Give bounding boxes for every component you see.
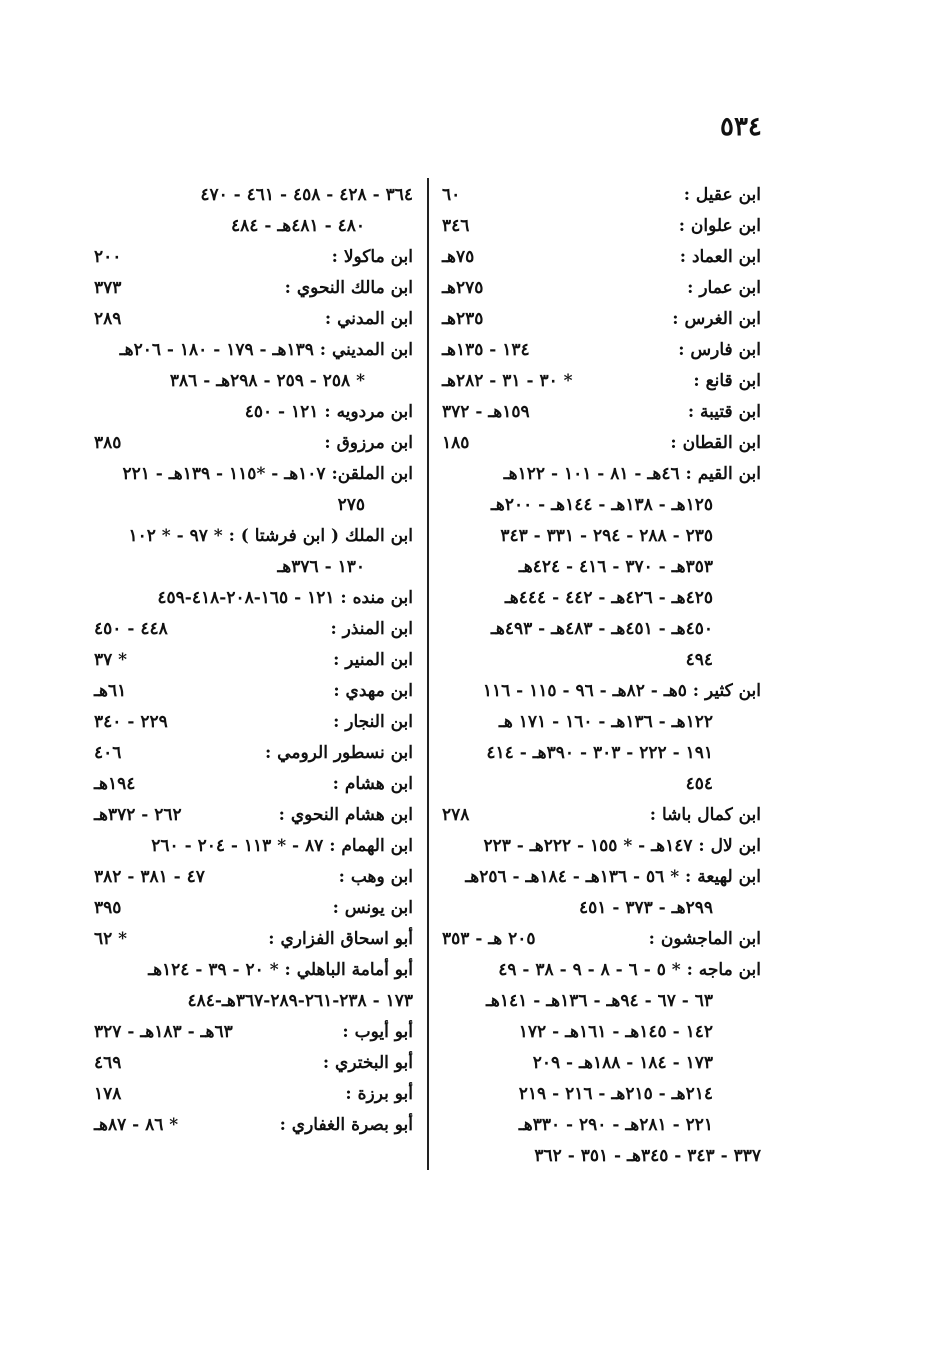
index-entry xyxy=(88,893,413,924)
entry-pages: ١٩٤هـ xyxy=(94,774,136,794)
index-entry xyxy=(88,1017,413,1048)
entry-name: ابن عقيل : xyxy=(683,185,761,205)
index-entry xyxy=(88,738,413,769)
index-entry xyxy=(436,583,761,614)
index-entry xyxy=(436,211,761,242)
entry-pages: ١٣٤ - ١٣٥هـ xyxy=(442,340,530,360)
index-entry xyxy=(88,707,413,738)
entry-name: ابن نسطور الرومي : xyxy=(264,743,413,763)
entry-name: ابن القيم : ٤٦هـ - ٨١ - ١٠١ - ١٢٢هـ xyxy=(503,464,761,484)
entry-pages: ١٥٩هـ - ٣٧٢ xyxy=(442,402,530,422)
index-entry xyxy=(436,366,761,397)
index-entry xyxy=(436,800,761,831)
entry-pages: ٢٧٨ xyxy=(442,805,470,825)
entry-continuation: ١٤٢ - ١٤٥هـ - ١٦١هـ - ١٧٢ xyxy=(518,1022,713,1042)
index-entry xyxy=(88,242,413,273)
index-entry xyxy=(88,955,413,986)
entry-name: ابن هشام : xyxy=(332,774,413,794)
index-entry xyxy=(436,1110,761,1141)
entry-continuation: ١٩١ - ٢٢٢ - ٣٠٣ - ٣٩٠هـ - ٤١٤ xyxy=(486,743,713,763)
entry-pages: ٤٦٩ xyxy=(94,1053,122,1073)
index-entry xyxy=(88,552,413,583)
column-divider xyxy=(427,178,429,1170)
entry-continuation: ٤٥٤ xyxy=(685,774,713,794)
index-entry xyxy=(436,490,761,521)
entry-name: أبو أمامة الباهلي : * ٢٠ - ٣٩ - ١٢٤هـ xyxy=(148,960,413,980)
index-entry xyxy=(88,583,413,614)
entry-pages: ٤٤٨ - ٤٥٠ xyxy=(94,619,168,639)
index-entry xyxy=(436,676,761,707)
entry-pages: ٢٠٠ xyxy=(94,247,122,267)
entry-name: ابن الملك ( ابن فرشتا ) : * ٩٧ - * ١٠٢ xyxy=(128,526,413,546)
entry-pages: ٢٧٥هـ xyxy=(442,278,484,298)
entry-name: ابن يونس : xyxy=(332,898,413,918)
index-entry xyxy=(436,1048,761,1079)
index-entry xyxy=(436,831,761,862)
entry-pages: ٦١هـ xyxy=(94,681,127,701)
index-entry xyxy=(88,1110,413,1141)
index-entry xyxy=(88,335,413,366)
entry-continuation: * ٢٥٨ - ٢٥٩ - ٢٩٨هـ - ٣٨٦ xyxy=(169,371,365,391)
index-entry xyxy=(88,1048,413,1079)
entry-name: ابن المنير : xyxy=(333,650,413,670)
entry-name: ابن هشام النحوي : xyxy=(278,805,413,825)
entry-name: ابن العماد : xyxy=(679,247,761,267)
entry-name: ابن القطان : xyxy=(670,433,761,453)
entry-name: ابن مالك النحوي : xyxy=(284,278,413,298)
entry-pages: * ٣٧ xyxy=(94,650,128,670)
entry-continuation: ٢٩٩هـ - ٣٧٣ - ٤٥١ xyxy=(579,898,713,918)
index-entry xyxy=(88,769,413,800)
index-entry xyxy=(88,273,413,304)
entry-continuation: ٤٢٥هـ - ٤٢٦هـ - ٤٤٢ - ٤٤٤هـ xyxy=(504,588,713,608)
index-entry xyxy=(88,459,413,490)
index-entry xyxy=(436,459,761,490)
index-entry xyxy=(436,986,761,1017)
index-entry xyxy=(88,397,413,428)
entry-pages: ٣٧٣ xyxy=(94,278,122,298)
index-entry xyxy=(88,180,413,211)
left-column xyxy=(88,180,413,1141)
entry-continuation: ١٢٥هـ - ١٣٨هـ - ١٤٤هـ - ٢٠٠هـ xyxy=(490,495,713,515)
entry-name: ابن الماجشون : xyxy=(648,929,761,949)
entry-name: ابن مرزوق : xyxy=(324,433,413,453)
entry-continuation: ١٣٠ - ٣٧٦هـ xyxy=(277,557,365,577)
entry-continuation: ٤٩٤ xyxy=(685,650,713,670)
index-entry xyxy=(436,180,761,211)
index-entry xyxy=(88,800,413,831)
entry-pages: ٦٣هـ - ١٨٣هـ - ٣٢٧ xyxy=(94,1022,233,1042)
entry-pages: ٦٠ xyxy=(442,185,461,205)
entry-name: ابن وهب : xyxy=(338,867,413,887)
entry-name: ابن مردويه : ١٢١ - ٤٥٠ xyxy=(244,402,413,422)
entry-continuation: ٣٣٧ - ٣٤٣ - ٣٤٥هـ - ٣٥١ - ٣٦٢ xyxy=(534,1146,761,1166)
index-entry xyxy=(88,831,413,862)
entry-name: أبو البختري : xyxy=(322,1053,413,1073)
entry-pages: ٤٧ - ٣٨١ - ٣٨٢ xyxy=(94,867,205,887)
index-entry xyxy=(436,397,761,428)
entry-name: أبو بصرة الغفاري : xyxy=(279,1115,413,1135)
index-entry xyxy=(88,862,413,893)
index-entry xyxy=(436,738,761,769)
entry-name: ابن المدني : xyxy=(324,309,413,329)
entry-name: ابن لهيعة : * ٥٦ - ١٣٦هـ - ١٨٤هـ - ٢٥٦هـ xyxy=(465,867,761,887)
index-entry xyxy=(436,273,761,304)
entry-continuation: ٢٢١ - ٢٨١هـ - ٢٩٠ - ٣٣٠هـ xyxy=(518,1115,713,1135)
entry-continuation: ٢٣٥ - ٢٨٨ - ٢٩٤ - ٣٣١ - ٣٤٣ xyxy=(500,526,713,546)
index-entry xyxy=(88,304,413,335)
page-number: ٥٣٤ xyxy=(720,112,762,142)
index-entry xyxy=(436,1079,761,1110)
index-entry xyxy=(436,1017,761,1048)
right-column xyxy=(436,180,761,1172)
entry-name: ابن ماجه : * ٥ - ٦ - ٨ - ٩ - ٣٨ - ٤٩ xyxy=(498,960,761,980)
entry-pages: ٢٢٩ - ٣٤٠ xyxy=(94,712,168,732)
entry-name: أبو اسحاق الفزاري : xyxy=(268,929,413,949)
index-entry xyxy=(436,428,761,459)
entry-continuation: ٢٧٥ xyxy=(337,495,365,515)
entry-name: ابن الملقن: ١٠٧هـ - *١١٥ - ١٣٩هـ - ٢٢١ xyxy=(122,464,413,484)
index-entry xyxy=(436,335,761,366)
entry-name: ابن كمال باشا : xyxy=(649,805,761,825)
index-entry xyxy=(88,490,413,521)
entry-name: ابن كثير : ٥هـ - ٨٢هـ - ٩٦ - ١١٥ - ١١٦ xyxy=(482,681,761,701)
entry-name: ابن المنذر : xyxy=(330,619,413,639)
index-entry xyxy=(88,521,413,552)
index-entry xyxy=(436,552,761,583)
entry-continuation: ٢١٤هـ - ٢١٥هـ - ٢١٦ - ٢١٩ xyxy=(518,1084,713,1104)
entry-name: ابن الغرس : xyxy=(672,309,761,329)
entry-continuation: ٦٣ - ٦٧ - ٩٤هـ - ١٣٦هـ - ١٤١هـ xyxy=(485,991,713,1011)
entry-pages: * ٨٦ - ٨٧هـ xyxy=(94,1115,179,1135)
index-entry xyxy=(88,366,413,397)
entry-name: ابن المديني : ١٣٩هـ - ١٧٩ - ١٨٠ - ٢٠٦هـ xyxy=(119,340,413,360)
index-entry xyxy=(436,893,761,924)
entry-continuation: ٤٥٠هـ - ٤٥١هـ - ٤٨٣هـ - ٤٩٣هـ xyxy=(490,619,713,639)
index-entry xyxy=(88,924,413,955)
entry-pages: ٢٠٥ هـ - ٣٥٣ xyxy=(442,929,536,949)
entry-continuation: ٣٦٤ - ٤٢٨ - ٤٥٨ - ٤٦١ - ٤٧٠ xyxy=(200,185,413,205)
index-entry xyxy=(88,645,413,676)
entry-name: أبو أيوب : xyxy=(342,1022,413,1042)
index-entry xyxy=(436,924,761,955)
entry-name: ابن لال : ١٤٧هـ - * ١٥٥ - ٢٢٢هـ - ٢٢٣ xyxy=(483,836,761,856)
index-entry xyxy=(436,521,761,552)
entry-continuation: ١٧٣ - ١٨٤ - ١٨٨هـ - ٢٠٩ xyxy=(532,1053,713,1073)
index-entry xyxy=(88,1079,413,1110)
entry-pages: ١٨٥ xyxy=(442,433,470,453)
entry-pages: ٣٤٦ xyxy=(442,216,470,236)
index-entry xyxy=(436,707,761,738)
index-entry xyxy=(436,614,761,645)
entry-pages: ٣٩٥ xyxy=(94,898,122,918)
entry-pages: ٤٠٦ xyxy=(94,743,122,763)
entry-name: ابن قتيبة : xyxy=(687,402,761,422)
entry-pages: ٣٨٥ xyxy=(94,433,122,453)
entry-name: ابن النجار : xyxy=(333,712,413,732)
index-entry xyxy=(88,986,413,1017)
index-entry xyxy=(436,1141,761,1172)
entry-name: ابن مهدي : xyxy=(333,681,413,701)
entry-pages: ٢٦٢ - ٣٧٢هـ xyxy=(94,805,182,825)
entry-name: ابن قانع : xyxy=(693,371,761,391)
entry-pages: * ٣٠ - ٣١ - ٢٨٢هـ xyxy=(442,371,573,391)
index-entry xyxy=(88,428,413,459)
entry-continuation: ٤٨٠ - ٤٨١هـ - ٤٨٤ xyxy=(231,216,365,236)
index-entry xyxy=(436,769,761,800)
entry-pages: ٢٨٩ xyxy=(94,309,122,329)
index-entry xyxy=(88,676,413,707)
entry-name: أبو برزة : xyxy=(345,1084,413,1104)
entry-continuation: ٣٥٣هـ - ٣٧٠ - ٤١٦ - ٤٢٤هـ xyxy=(518,557,713,577)
entry-continuation: ١٧٣ - ٢٣٨-٢٦١-٢٨٩-٣٦٧هـ-٤٨٤ xyxy=(187,991,413,1011)
entry-name: ابن ماكولا : xyxy=(331,247,413,267)
index-entry xyxy=(436,304,761,335)
entry-pages: ٢٣٥هـ xyxy=(442,309,484,329)
entry-pages: * ٦٢ xyxy=(94,929,128,949)
entry-name: ابن علوان : xyxy=(678,216,761,236)
entry-pages: ١٧٨ xyxy=(94,1084,122,1104)
index-entry xyxy=(436,242,761,273)
entry-pages: ٧٥هـ xyxy=(442,247,475,267)
entry-name: ابن منده : ١٢١ - ١٦٥-٢٠٨-٤١٨-٤٥٩ xyxy=(157,588,413,608)
entry-name: ابن الهمام : ٨٧ - * ١١٣ - ٢٠٤ - ٢٦٠ xyxy=(151,836,413,856)
entry-name: ابن فارس : xyxy=(678,340,761,360)
index-entry xyxy=(436,645,761,676)
index-entry xyxy=(88,211,413,242)
index-entry xyxy=(436,955,761,986)
index-entry xyxy=(436,862,761,893)
index-entry xyxy=(88,614,413,645)
entry-name: ابن عمار : xyxy=(687,278,761,298)
entry-continuation: ١٢٢هـ - ١٣٦هـ - ١٦٠ - ١٧١ هـ xyxy=(498,712,713,732)
